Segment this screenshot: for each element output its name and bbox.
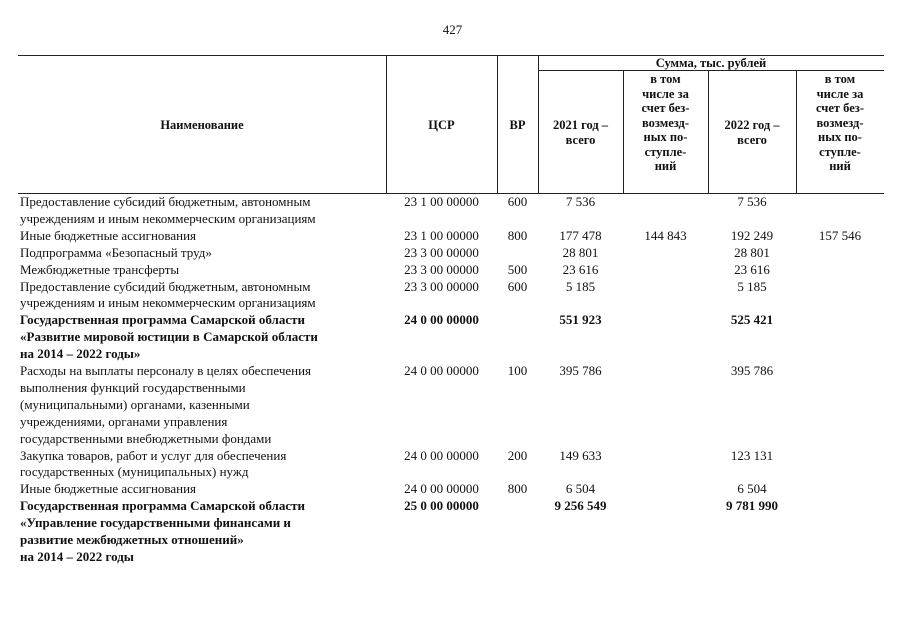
cell-name-line: Межбюджетные трансферты [20, 261, 180, 277]
cell-name-line: Государственная программа Самарской области [20, 498, 305, 514]
cell-csr: 24 0 00 00000 [404, 363, 479, 378]
cell-2021-total: 9 256 549 [554, 498, 607, 514]
header-2021-total-line-2: всего [565, 132, 596, 147]
cell-vr: 600 [507, 278, 528, 294]
header-2021-incl-line-7: ний [654, 159, 677, 173]
cell-vr: 800 [507, 227, 528, 243]
header-2021-incl-line-3: счет без- [641, 101, 690, 115]
cell-2022-total: 6 504 [737, 481, 767, 497]
cell-name-line: учреждениям и иным некоммерческим организациям [20, 295, 316, 311]
cell-2022-incl: 157 546 [818, 227, 862, 243]
cell-name-line: государственных (муниципальных) нужд [20, 464, 249, 480]
header-2022-incl-line-1: в том [824, 72, 856, 86]
cell-2021-total: 28 801 [562, 244, 599, 260]
cell-csr: 23 3 00 00000 [404, 278, 479, 294]
cell-name-line: выполнения функций государственными [20, 379, 246, 395]
cell-name-line: учреждениями, органами управления [20, 413, 228, 429]
header-2022-incl-line-4: возмезд- [816, 115, 864, 130]
cell-name-line: государственными внебюджетными фондами [20, 430, 272, 446]
cell-2021-total: 395 786 [559, 363, 602, 378]
cell-csr: 23 1 00 00000 [404, 194, 479, 209]
cell-csr: 24 0 00 00000 [404, 447, 479, 463]
cell-csr: 25 0 00 00000 [404, 498, 479, 514]
cell-2021-incl: 144 843 [644, 227, 687, 243]
cell-2022-total: 9 781 990 [726, 498, 778, 514]
cell-name-line: «Управление государственными финансами и [20, 515, 291, 531]
header-2022-incl-line-6: ступле- [819, 144, 861, 159]
header-2021-total [538, 118, 623, 147]
header-2021-incl-line-4: возмезд- [641, 115, 690, 130]
cell-name-line: учреждениям и иным некоммерческим организациям [20, 210, 316, 226]
header-2021-incl-line-6: ступле- [644, 144, 687, 159]
cell-2021-total: 23 616 [562, 261, 599, 277]
cell-vr: 200 [507, 447, 528, 463]
header-2022-incl-line-3: счет без- [816, 101, 864, 115]
header-2021-total-line-1: 2021 год – [552, 118, 609, 132]
cell-2022-total: 7 536 [737, 194, 767, 209]
cell-2022-total: 395 786 [730, 363, 774, 378]
cell-name-line: Закупка товаров, работ и услуг для обеспечения [20, 447, 287, 463]
header-2021-incl-line-5: ных по- [643, 130, 688, 144]
cell-name-line: Предоставление субсидий бюджетным, автономным [20, 278, 311, 294]
header-name: Наименование [160, 118, 244, 132]
cell-name-line: на 2014 – 2022 годы» [20, 346, 141, 362]
header-2022-incl-line-5: ных по- [818, 130, 862, 144]
cell-csr: 23 3 00 00000 [404, 244, 479, 260]
header-2021-incl-line-1: в том [650, 72, 681, 86]
cell-2021-total: 149 633 [559, 447, 602, 463]
cell-name-line: Предоставление субсидий бюджетным, автономным [20, 194, 311, 209]
cell-vr: 800 [507, 481, 528, 497]
cell-2021-total: 177 478 [559, 227, 602, 243]
cell-csr: 24 0 00 00000 [404, 312, 479, 328]
header-vr: ВР [509, 118, 526, 132]
cell-name-line: (муниципальными) органами, казенными [20, 396, 250, 412]
header-csr: ЦСР [428, 118, 455, 132]
header-2022-total-line-2: всего [737, 132, 767, 147]
cell-name-line: Подпрограмма «Безопасный труд» [20, 244, 212, 260]
header-2021-incl-line-2: числе за [642, 86, 689, 101]
cell-name-line: Расходы на выплаты персоналу в целях обеспечения [20, 363, 312, 378]
cell-csr: 24 0 00 00000 [404, 481, 479, 497]
cell-vr: 100 [507, 363, 528, 378]
cell-name-line: Государственная программа Самарской области [20, 312, 305, 328]
cell-vr: 500 [507, 261, 528, 277]
cell-name-line: развитие межбюджетных отношений» [20, 532, 244, 547]
cell-name-line: на 2014 – 2022 годы [20, 548, 134, 564]
cell-2021-total: 6 504 [565, 481, 596, 497]
cell-vr: 600 [507, 194, 528, 209]
cell-2021-total: 5 185 [565, 278, 596, 294]
cell-name-line: Иные бюджетные ассигнования [20, 227, 197, 243]
cell-name-line: «Развитие мировой юстиции в Самарской области [20, 329, 318, 345]
cell-2021-total: 551 923 [559, 312, 602, 328]
header-2022-incl [796, 72, 884, 174]
header-2022-total-line-1: 2022 год – [724, 118, 780, 132]
cell-2022-total: 28 801 [734, 244, 770, 260]
page-number: 427 [442, 22, 463, 37]
header-2022-incl-line-7: ний [829, 159, 851, 173]
header-2022-total [708, 118, 796, 147]
cell-csr: 23 1 00 00000 [404, 227, 479, 243]
cell-2022-total: 5 185 [737, 278, 767, 294]
cell-2021-total: 7 536 [565, 194, 596, 209]
cell-csr: 23 3 00 00000 [404, 261, 479, 277]
cell-2022-total: 123 131 [730, 447, 774, 463]
cell-2022-total: 192 249 [730, 227, 774, 243]
header-2021-incl [623, 72, 708, 174]
header-sum-group: Сумма, тыс. рублей [655, 56, 767, 70]
cell-2022-total: 525 421 [730, 312, 774, 328]
cell-2022-total: 23 616 [734, 261, 770, 277]
cell-name-line: Иные бюджетные ассигнования [20, 481, 197, 497]
header-2022-incl-line-2: числе за [816, 86, 864, 101]
